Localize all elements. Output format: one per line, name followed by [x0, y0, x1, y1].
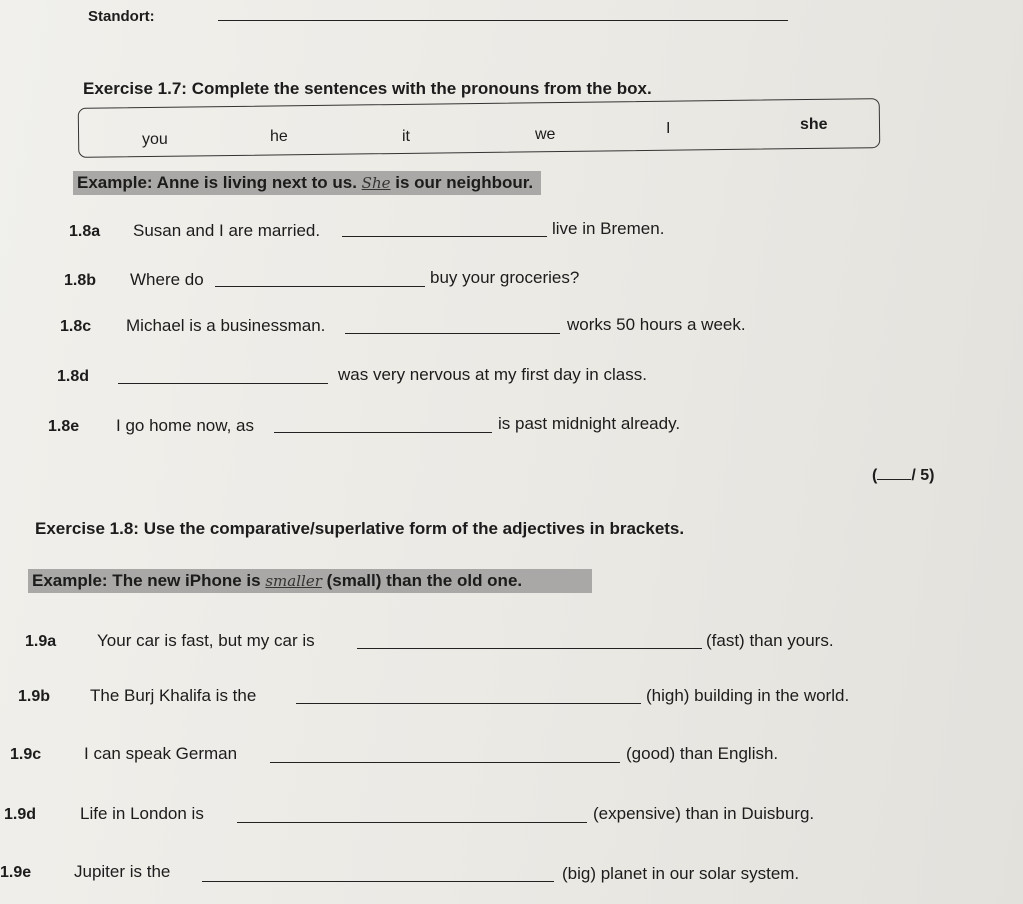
answer-blank[interactable]: [237, 822, 587, 823]
item-text-before: Susan and I are married.: [133, 221, 321, 240]
standort-field[interactable]: [218, 20, 788, 21]
item-text-after: (high) building in the world.: [646, 686, 850, 705]
item-text-before: Michael is a businessman.: [126, 316, 326, 335]
item-text-after: (fast) than yours.: [706, 631, 834, 650]
answer-blank[interactable]: [274, 432, 492, 433]
example-1-8: [28, 569, 592, 593]
item-text-after: is past midnight already.: [498, 414, 681, 433]
score-field: [872, 465, 934, 485]
item-text-before: I go home now, as: [116, 416, 254, 435]
item-text-before: I can speak German: [84, 744, 238, 763]
item-number: 1.8d: [57, 368, 90, 385]
score-blank[interactable]: [877, 465, 911, 480]
standort-label: Standort:: [88, 8, 155, 25]
example-1-8-prefix: Example: The new iPhone is: [32, 571, 261, 590]
item-number: 1.9d: [4, 806, 37, 823]
score-total: / 5): [911, 467, 935, 484]
pronoun-you: you: [142, 131, 168, 148]
item-text-after: works 50 hours a week.: [567, 315, 746, 334]
item-number: 1.9e: [0, 864, 32, 881]
item-number: 1.9c: [10, 746, 42, 763]
exercise-1-8-title: Exercise 1.8: Use the comparative/superlative form of the adjectives in brackets.: [35, 519, 685, 538]
example-1-7-prefix: Example: Anne is living next to us.: [77, 173, 357, 192]
answer-blank[interactable]: [270, 762, 620, 763]
item-number: 1.8a: [69, 223, 101, 240]
item-number: 1.9b: [18, 688, 51, 705]
item-text-after: buy your groceries?: [430, 268, 580, 287]
pronoun-he: he: [270, 128, 288, 145]
answer-blank[interactable]: [202, 881, 554, 882]
answer-blank[interactable]: [215, 286, 425, 287]
example-1-7-answer: She: [361, 174, 391, 192]
answer-blank[interactable]: [357, 648, 702, 649]
pronoun-i: I: [666, 120, 671, 137]
item-text-before: Life in London is: [80, 804, 204, 823]
item-text-before: The Burj Khalifa is the: [90, 686, 257, 705]
item-number: 1.8b: [64, 272, 97, 289]
answer-blank[interactable]: [118, 383, 328, 384]
pronoun-box: [78, 98, 881, 158]
item-text-before: Your car is fast, but my car is: [97, 631, 315, 650]
example-1-8-answer: smaller: [265, 572, 322, 590]
item-number: 1.8c: [60, 318, 92, 335]
answer-blank[interactable]: [345, 333, 560, 334]
example-1-7-suffix: is our neighbour.: [395, 173, 534, 192]
exercise-1-7-title: Exercise 1.7: Complete the sentences with the pronouns from the box.: [83, 79, 652, 98]
answer-blank[interactable]: [296, 703, 641, 704]
score-open: (: [872, 467, 878, 484]
answer-blank[interactable]: [342, 236, 547, 237]
item-text-after: (expensive) than in Duisburg.: [593, 804, 815, 823]
pronoun-it: it: [402, 128, 410, 145]
pronoun-she: she: [800, 116, 828, 133]
item-number: 1.9a: [25, 633, 57, 650]
item-text-after: was very nervous at my first day in class.: [338, 365, 647, 384]
example-1-7: [73, 171, 541, 195]
item-number: 1.8e: [48, 418, 80, 435]
example-1-8-suffix: (small) than the old one.: [326, 571, 523, 590]
item-text-after: (big) planet in our solar system.: [562, 864, 800, 883]
item-text-after: (good) than English.: [626, 744, 779, 763]
item-text-after: live in Bremen.: [552, 219, 665, 238]
pronoun-we: we: [535, 126, 556, 143]
item-text-before: Jupiter is the: [74, 862, 171, 881]
item-text-before: Where do: [130, 270, 204, 289]
